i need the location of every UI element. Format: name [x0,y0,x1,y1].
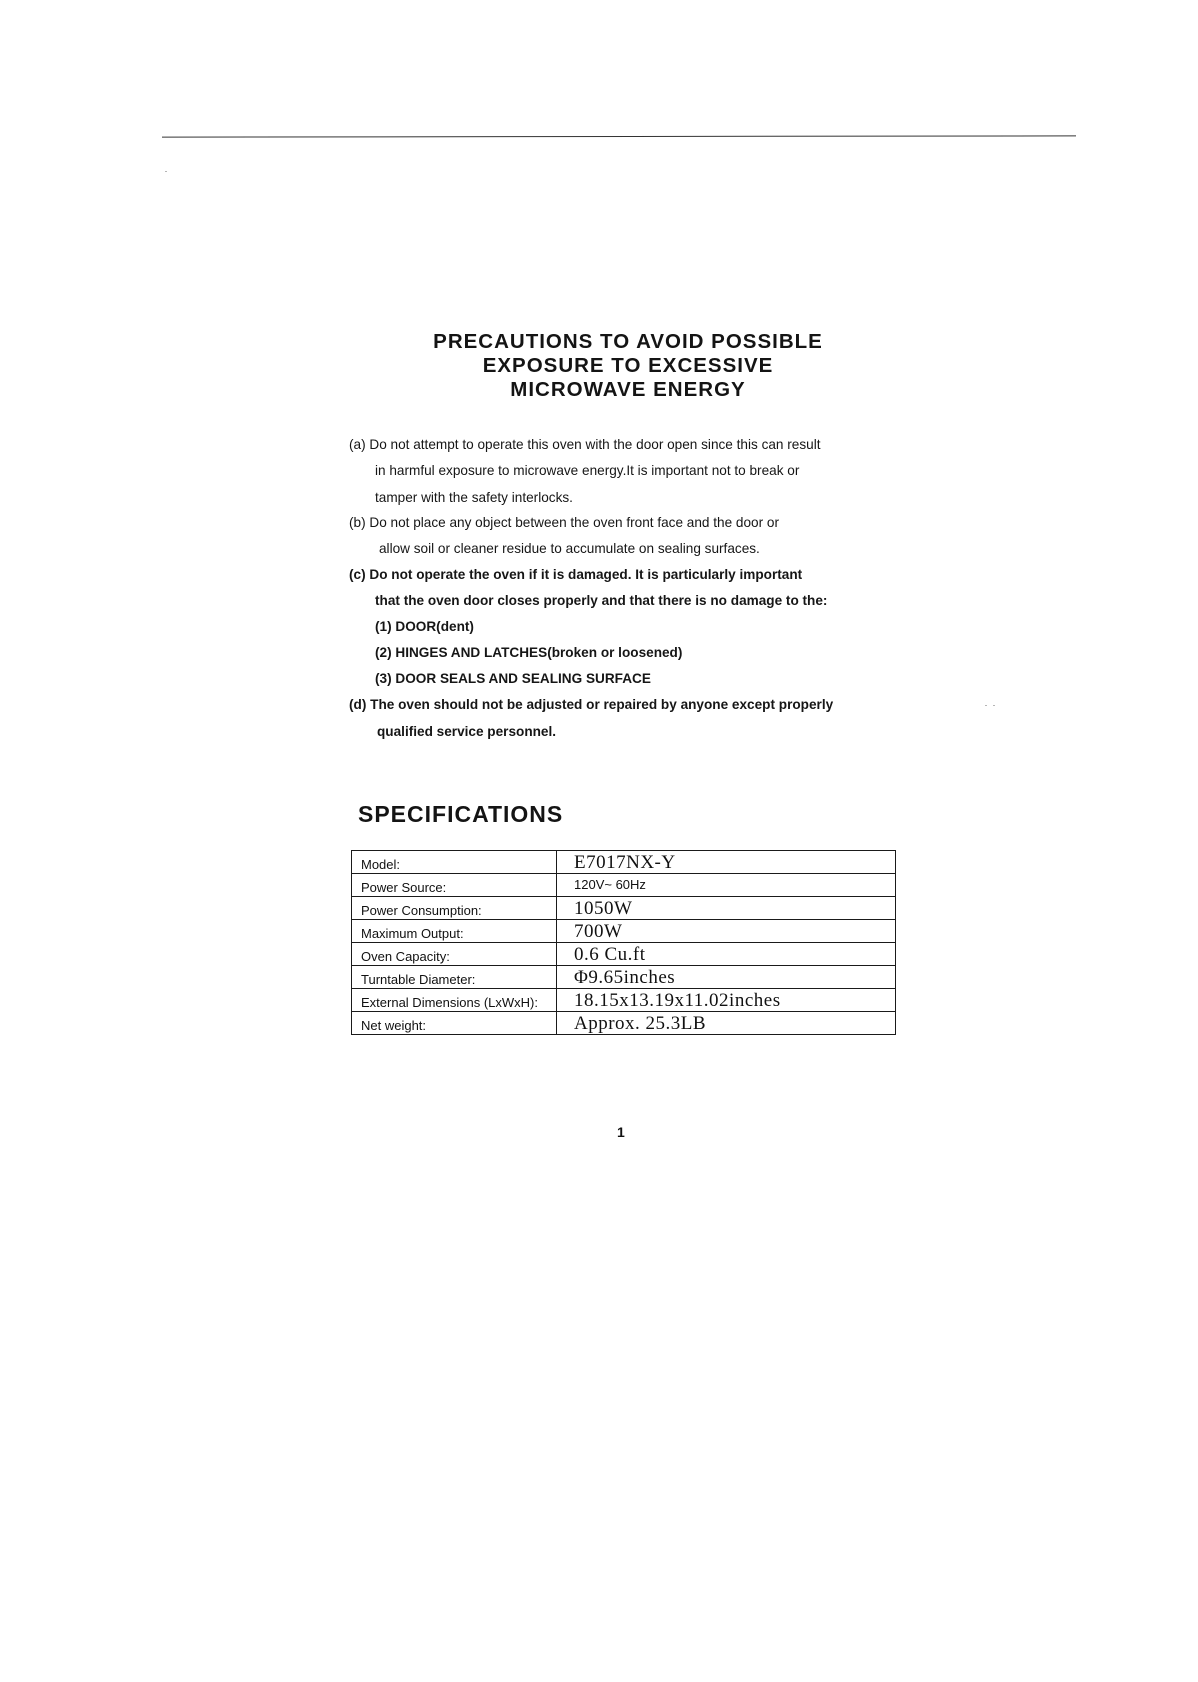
table-row [352,966,896,989]
table-row [352,943,896,966]
specifications-table [351,850,896,1035]
scan-speck [985,705,987,706]
title-line: PRECAUTIONS TO AVOID POSSIBLE [433,330,823,353]
precaution-a-line: (a) Do not attempt to operate this oven with the door open since this can result [349,437,821,452]
table-row [352,851,896,874]
spec-label: Maximum Output: [352,920,557,943]
spec-label: External Dimensions (LxWxH): [352,989,557,1012]
top-rule [162,135,1076,137]
spec-value: 0.6 Cu.ft [557,943,896,966]
spec-label: Oven Capacity: [352,943,557,966]
specifications-title: SPECIFICATIONS [358,801,564,827]
spec-label: Net weight: [352,1012,557,1035]
scan-speck [165,171,167,172]
spec-label: Turntable Diameter: [352,966,557,989]
precaution-c-line: (c) Do not operate the oven if it is damaged. It is particularly important [349,567,803,582]
precaution-c-line: that the oven door closes properly and that there is no damage to the: [375,593,828,608]
spec-value: Φ9.65inches [557,966,896,989]
title-line: EXPOSURE TO EXCESSIVE [482,354,774,377]
spec-value: 18.15x13.19x11.02inches [557,989,896,1012]
spec-value: 700W [557,920,896,943]
page-number: 1 [617,1124,625,1140]
precaution-a-line: tamper with the safety interlocks. [375,490,573,505]
precaution-d-line: qualified service personnel. [377,724,557,739]
precaution-c-item: (2) HINGES AND LATCHES(broken or loosened) [375,645,683,660]
spec-value: E7017NX-Y [557,851,896,874]
precaution-b-line: allow soil or cleaner residue to accumulate on sealing surfaces. [379,541,760,556]
precaution-c-item: (3) DOOR SEALS AND SEALING SURFACE [375,671,651,686]
spec-value: 1050W [557,897,896,920]
spec-label: Model: [352,851,557,874]
scan-speck [993,705,995,706]
precaution-c-item: (1) DOOR(dent) [375,619,474,634]
table-row [352,897,896,920]
title-line: MICROWAVE ENERGY [510,378,746,401]
table-row [352,989,896,1012]
table-row [352,920,896,943]
precaution-a-line: in harmful exposure to microwave energy.It is important not to break or [375,463,800,478]
precaution-b-line: (b) Do not place any object between the oven front face and the door or [349,515,779,530]
table-row [352,1012,896,1035]
spec-label: Power Source: [352,874,557,897]
spec-value: Approx. 25.3LB [557,1012,896,1035]
table-row [352,874,896,897]
page-title [390,330,866,402]
spec-label: Power Consumption: [352,897,557,920]
precaution-d-line: (d) The oven should not be adjusted or repaired by anyone except properly [349,697,834,712]
spec-value: 120V~ 60Hz [557,874,896,897]
